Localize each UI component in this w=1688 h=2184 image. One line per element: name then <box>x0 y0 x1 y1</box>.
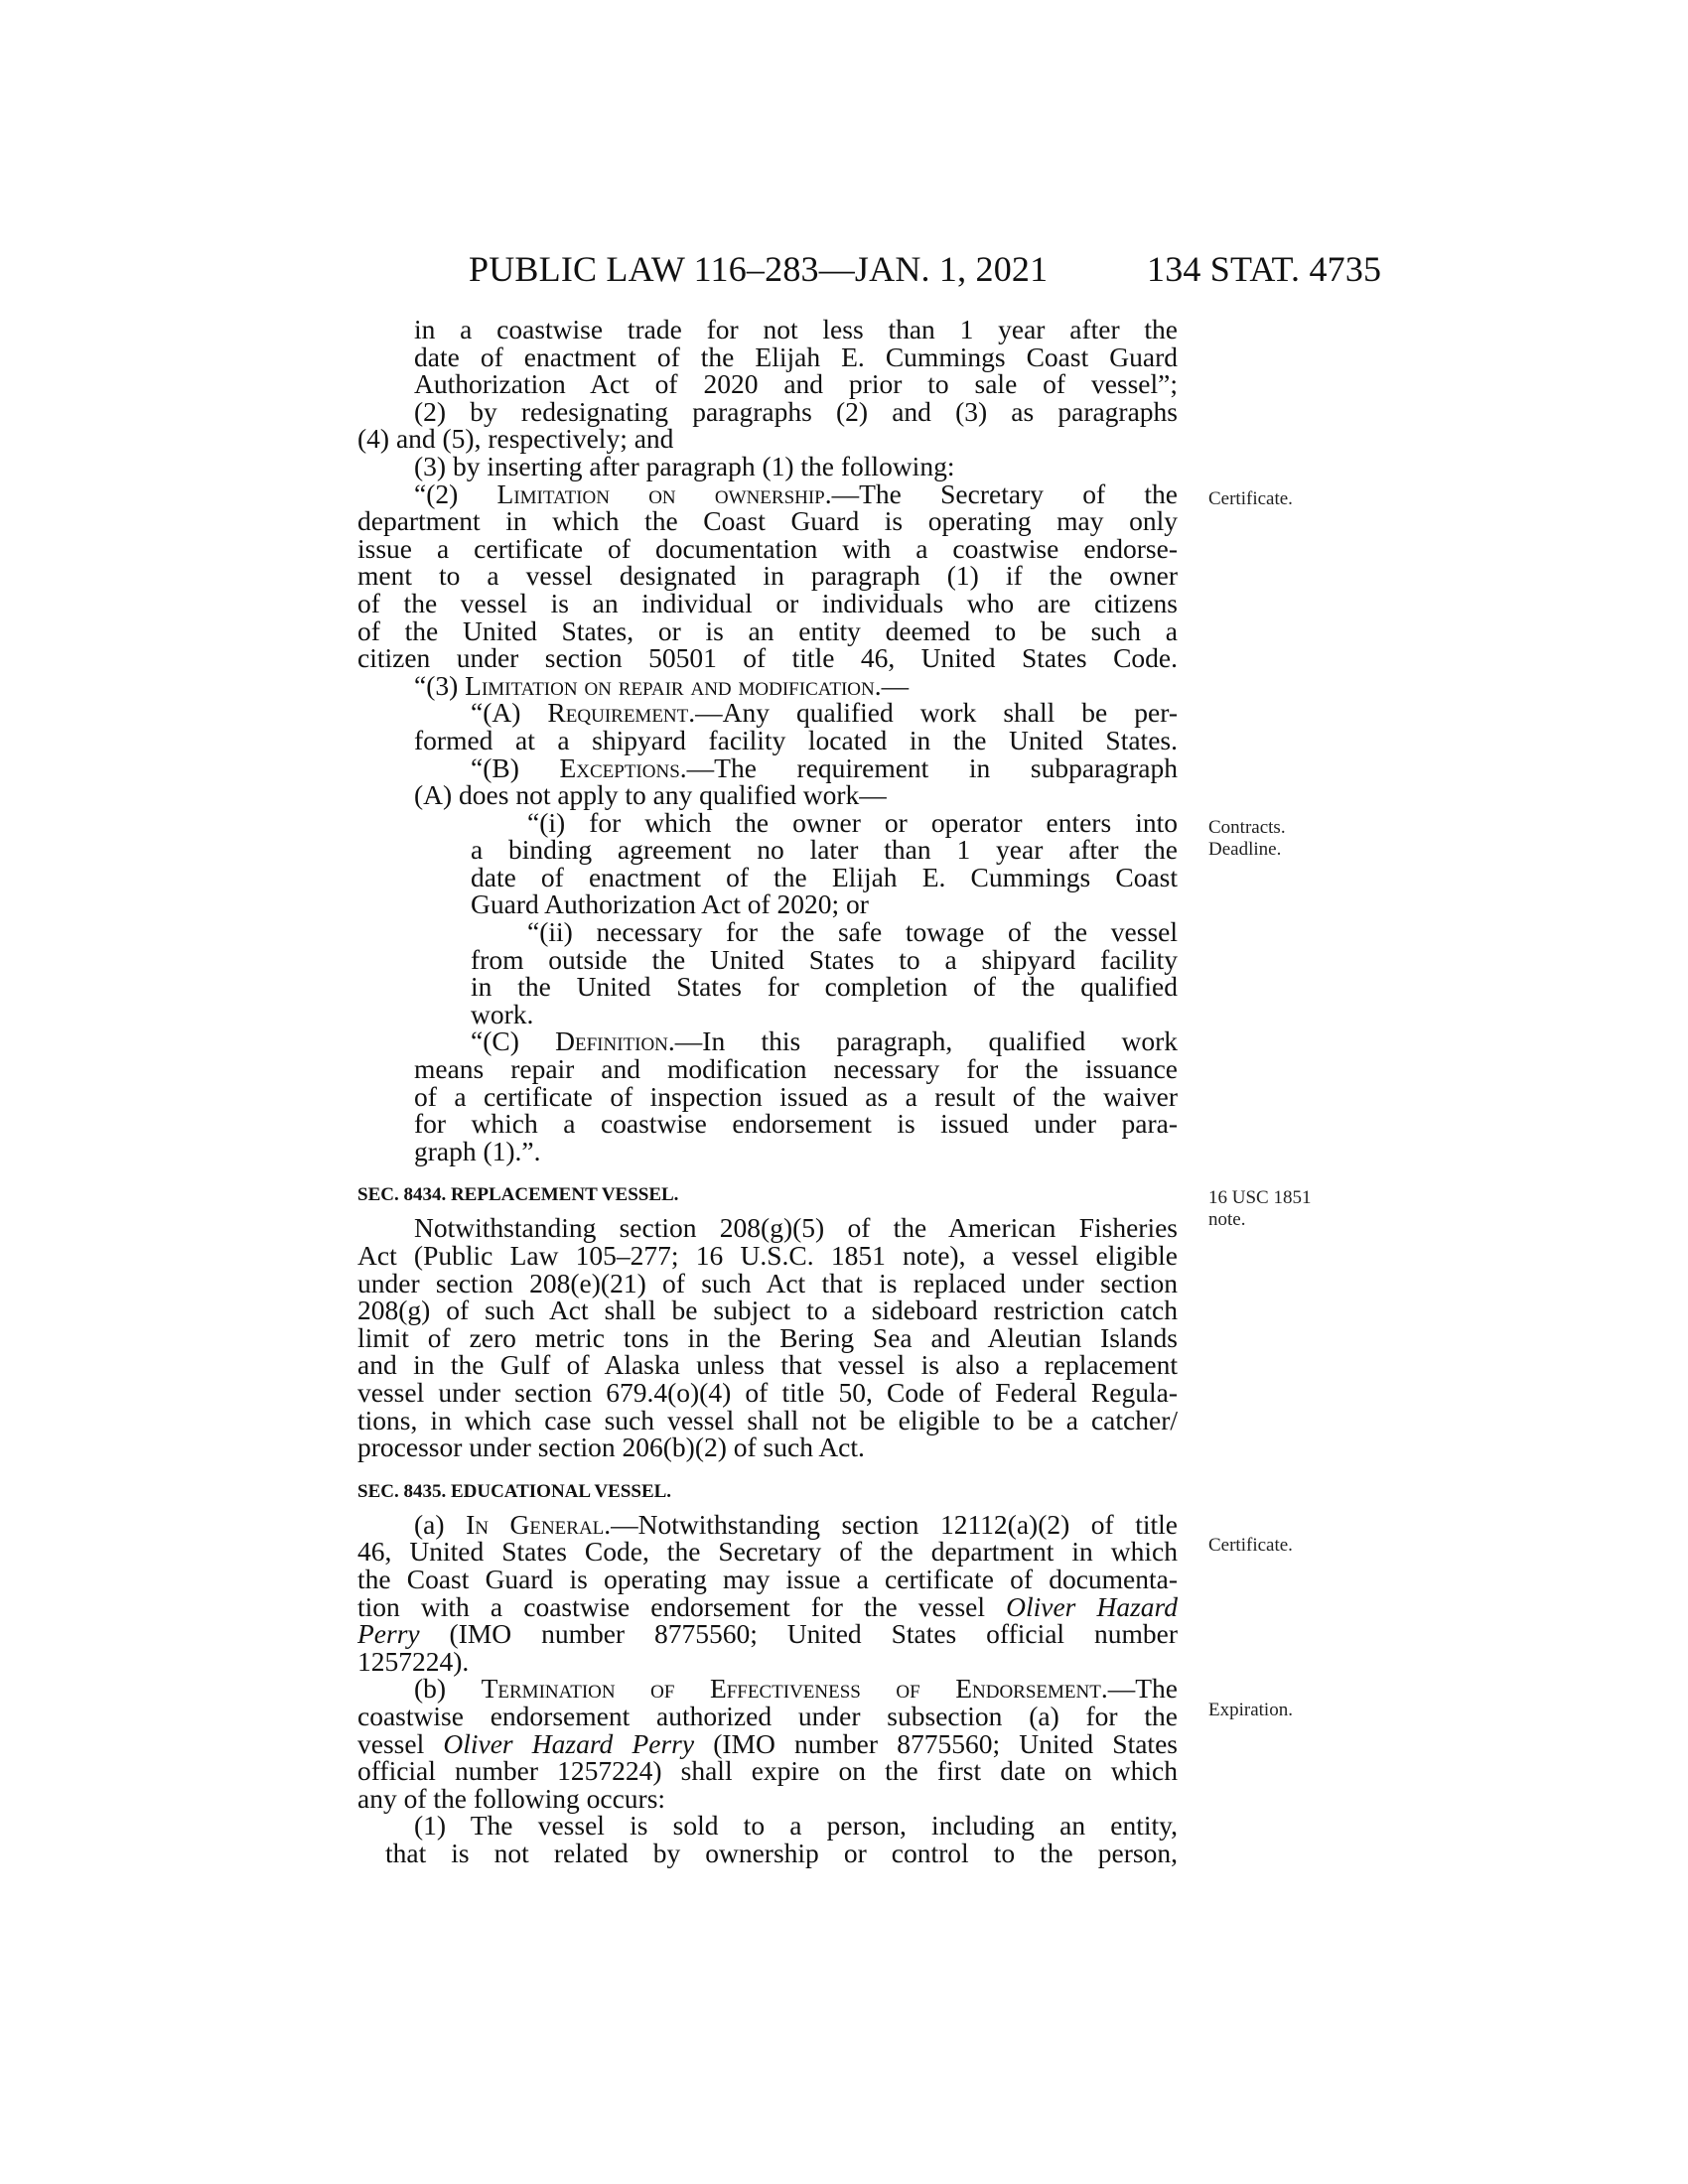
subsection-b-line-1: (b) Termination of Effectiveness of Endorsement.—The <box>414 1673 1178 1705</box>
text-line: (A) does not apply to any qualified work— <box>414 779 887 811</box>
text-line: from outside the United States to a shipyard facility <box>471 943 1178 975</box>
subsection-a-line-1: (a) In General.—Notwithstanding section 12112(a)(2) of title <box>414 1508 1179 1540</box>
limitation-repair-heading-line: “(3) Limitation on repair and modification.— <box>414 669 910 701</box>
text-line: Perry (IMO number 8775560; United States official number <box>357 1618 1178 1650</box>
text-line: for which a coastwise endorsement is issued under para- <box>414 1108 1178 1140</box>
paragraph-3: (3) by inserting after paragraph (1) the following: <box>414 450 955 481</box>
section-8434-heading: SEC. 8434. REPLACEMENT VESSEL. <box>357 1184 679 1206</box>
requirement-heading: Requirement. <box>547 697 696 729</box>
paragraph-2-line-1: (2) by redesignating paragraphs (2) and (3) as paragraphs <box>414 395 1178 427</box>
text-line: the Coast Guard is operating may issue a certificate of documenta- <box>357 1563 1178 1594</box>
text-line: ment to a vessel designated in paragraph (1) if the owner <box>357 560 1178 592</box>
limitation-ownership-heading: Limitation on ownership. <box>496 478 832 509</box>
text-line: processor under section 206(b)(2) of such Act. <box>357 1432 865 1463</box>
definition-line-1: “(C) Definition.—In this paragraph, qualified work <box>471 1025 1178 1057</box>
margin-note-usc: 16 USC 1851 <box>1208 1187 1312 1208</box>
text-line: tions, in which case such vessel shall not be eligible to be a catcher/ <box>357 1404 1178 1435</box>
text-line: and in the Gulf of Alaska unless that vessel is also a replacement <box>357 1349 1178 1381</box>
item-1-line-1: (1) The vessel is sold to a person, including an entity, <box>414 1810 1178 1842</box>
exceptions-line-1: “(B) Exceptions.—The requirement in subparagraph <box>471 751 1178 783</box>
text-line: coastwise endorsement authorized under subsection (a) for the <box>357 1700 1178 1731</box>
text-line: issue a certificate of documentation with a coastwise endorse- <box>357 532 1178 564</box>
margin-note-certificate: Certificate. <box>1208 1535 1293 1556</box>
limitation-ownership-line-1: “(2) Limitation on ownership.—The Secretary of the <box>414 478 1178 509</box>
text-line: date of enactment of the Elijah E. Cummings Coast <box>471 861 1178 892</box>
subparagraph-block <box>414 699 1178 1164</box>
section-8434-line-1: Notwithstanding section 208(g)(5) of the American Fisheries <box>414 1212 1178 1244</box>
text-line: citizen under section 50501 of title 46, United States Code. <box>357 642 1178 674</box>
text-line: limit of zero metric tons in the Bering Sea and Aleutian Islands <box>357 1321 1178 1353</box>
text-line: a binding agreement no later than 1 year after the <box>471 834 1178 866</box>
exceptions-heading: Exceptions. <box>559 751 687 783</box>
text-line: Guard Authorization Act of 2020; or <box>471 888 869 920</box>
text-line: 46, United States Code, the Secretary of the department in which <box>357 1536 1178 1568</box>
in-general-heading: In General. <box>466 1508 612 1540</box>
text-line: any of the following occurs: <box>357 1782 666 1814</box>
text-line: in a coastwise trade for not less than 1 year after the <box>414 314 1178 344</box>
text-line: department in which the Coast Guard is operating may only <box>357 505 1178 537</box>
text-line: of the United States, or is an entity deemed to be such a <box>357 614 1178 646</box>
text-line: Act (Public Law 105–277; 16 U.S.C. 1851 note), a vessel eligible <box>357 1240 1178 1271</box>
text-line: tion with a coastwise endorsement for the vessel Oliver Hazard <box>357 1590 1178 1622</box>
vessel-name: Oliver Hazard <box>1006 1590 1178 1622</box>
margin-note-certificate: Certificate. <box>1208 488 1293 509</box>
running-header-title: PUBLIC LAW 116–283—JAN. 1, 2021 <box>469 249 1049 289</box>
text-line: Authorization Act of 2020 and prior to sale of vessel”; <box>414 368 1178 400</box>
text-line: graph (1).”. <box>414 1135 541 1166</box>
paragraph-continuation <box>414 316 1178 398</box>
text-line: under section 208(e)(21) of such Act that is replaced under section <box>357 1267 1178 1298</box>
main-text-column <box>357 316 1178 1866</box>
termination-heading: Termination of Effectiveness of Endorsement. <box>481 1673 1108 1705</box>
text-line: 1257224). <box>357 1645 470 1677</box>
section-8435-heading: SEC. 8435. EDUCATIONAL VESSEL. <box>357 1480 672 1502</box>
text-line: of the vessel is an individual or individuals who are citizens <box>357 587 1178 618</box>
margin-note-expiration: Expiration. <box>1208 1700 1293 1720</box>
text-line: formed at a shipyard facility located in the United States. <box>414 724 1178 755</box>
text-line: in the United States for completion of the qualified <box>471 971 1178 1003</box>
text-line: 208(g) of such Act shall be subject to a sideboard restriction catch <box>357 1295 1178 1326</box>
paragraph-2-line-2: (4) and (5), respectively; and <box>357 423 674 455</box>
text-line: date of enactment of the Elijah E. Cummings Coast Guard <box>414 341 1178 372</box>
item-1-line-2: that is not related by ownership or control to the person, <box>385 1837 1178 1868</box>
clause-ii-line-1: “(ii) necessary for the safe towage of the vessel <box>527 916 1178 948</box>
text-line: vessel Oliver Hazard Perry (IMO number 8775560; United States <box>357 1727 1178 1759</box>
clause-block <box>471 806 1178 1029</box>
text-line: of a certificate of inspection issued as a result of the waiver <box>414 1080 1178 1112</box>
margin-note-usc-note: note. <box>1208 1209 1246 1230</box>
limitation-repair-heading: Limitation on repair and modification. <box>465 669 882 701</box>
requirement-line-1: “(A) Requirement.—Any qualified work shall be per- <box>471 697 1179 729</box>
text-line: work. <box>471 998 534 1029</box>
vessel-name: Perry <box>357 1618 420 1650</box>
clause-i-line-1: “(i) for which the owner or operator enters into <box>527 806 1178 838</box>
text-line: means repair and modification necessary for the issuance <box>414 1053 1178 1085</box>
page-stat-number: 134 STAT. 4735 <box>1147 249 1382 289</box>
margin-note-deadline: Deadline. <box>1208 839 1282 860</box>
text-line: vessel under section 679.4(o)(4) of title 50, Code of Federal Regula- <box>357 1376 1178 1408</box>
text-line: official number 1257224) shall expire on the first date on which <box>357 1755 1178 1787</box>
margin-note-contracts: Contracts. <box>1208 817 1286 838</box>
definition-heading: Definition. <box>555 1025 675 1057</box>
vessel-name: Oliver Hazard Perry <box>443 1727 695 1759</box>
